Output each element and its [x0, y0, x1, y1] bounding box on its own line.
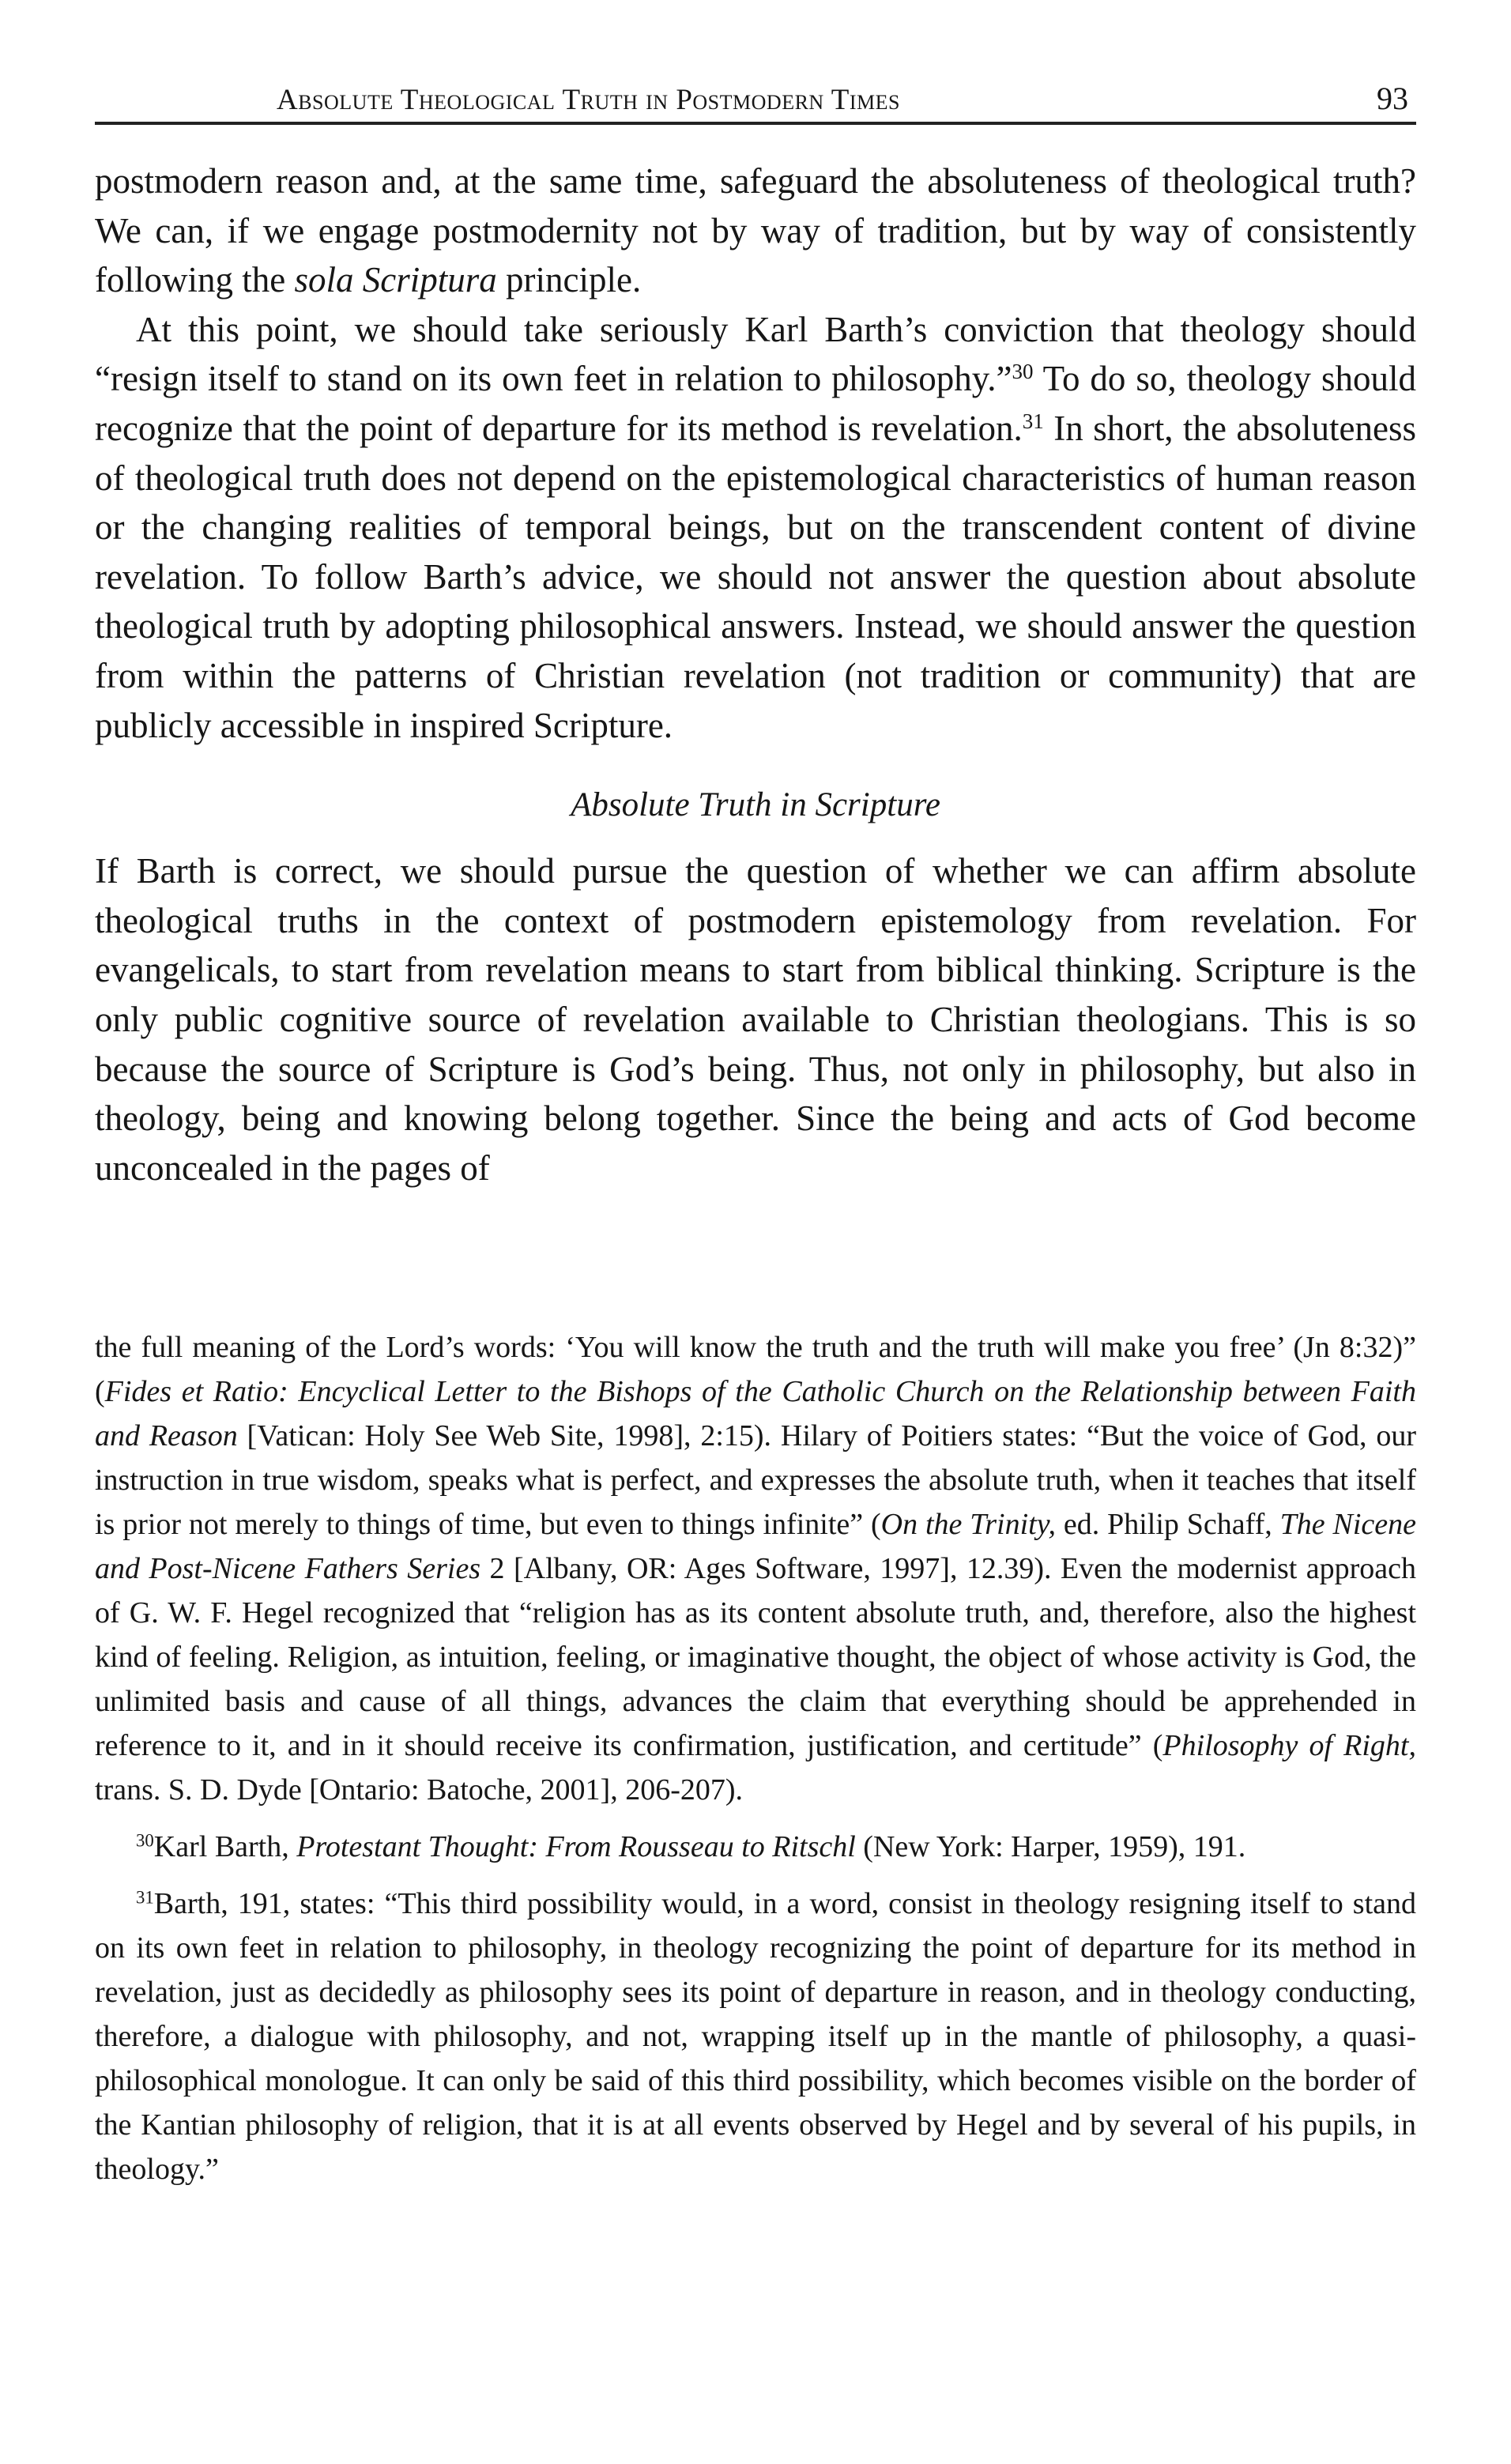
footnote-number: 31 — [136, 1887, 154, 1908]
book-page — [95, 79, 1416, 2204]
footnote-ref-31: 31 — [1022, 409, 1044, 434]
footnote-30: $^{30}$Karl Barth, Protestant Thought: From Rousseau to Ritschl (New York: Harper, 1959), 191. — [136, 1830, 1246, 1864]
page-number: 93 — [1377, 81, 1408, 116]
paragraph-continuation: postmodern reason and, at the same time, safeguard the absoluteness of theological truth? We can, if we engage postmodernity not by way of tradition, but by way of consistently following the sola Scriptura principle. — [95, 161, 1416, 300]
footnote-number: 30 — [136, 1830, 154, 1851]
footnote-31: $^{31}$Barth, 191, states: “This third possibility would, in a word, consist in theology resigning itself to stand on its own feet in relation to philosophy, in theology recognizing the point of departure for its method in revelation, just as decidedly as philosophy sees its point of departure in reason, and in theology conducting, therefore, a dialogue with philosophy, and not, wrapping itself up in the mantle of philosophy, a quasi-philosophical monologue. It can only be said of this third possibility, which becomes visible on the border of the Kantian philosophy of religion, that it is at all events observed by Hegel and by several of his pupils, in theology.” — [95, 1887, 1416, 2187]
footnote-continuation: the full meaning of the Lord’s words: ‘You will know the truth and the truth will make you free’ (Jn 8:32)” (Fides et Ratio: Encyclical Letter to the Bishops of the Catholic Church on the Relationship between Faith and Reason [Vatican: Holy See Web Site, 1998], 2:15). Hilary of Poitiers states: “But the voice of God, our instruction in true wisdom, speaks what is perfect, and expresses the absolute truth, when it teaches that itself is prior not merely to things of time, but even to things infinite” (On the Trinity, ed. Philip Schaff, The Nicene and Post-Nicene Fathers Series 2 [Albany, OR: Ages Software, 1997], 12.39). Even the modernist approach of G. W. F. Hegel recognized that “religion has as its content absolute truth, and, therefore, also the highest kind of feeling. Religion, as intuition, feeling, or imaginative thought, the object of whose activity is God, the unlimited basis and cause of all things, advances the claim that everything should be apprehended in reference to it, and in it should receive its confirmation, justification, and certitude” (Philosophy of Right, trans. S. D. Dyde [Ontario: Batoche, 2001], 206-207). — [95, 1331, 1417, 1807]
italic-term: sola Scriptura — [294, 260, 497, 300]
main-text — [95, 156, 1416, 1192]
paragraph-scripture: If Barth is correct, we should pursue the question of whether we can affirm absolute theological truths in the context of postmodern epistemology from revelation. For evangelicals, to start from revelation means to start from biblical thinking. Scripture is the only public cognitive source of revelation available to Christian theologians. This is so because the source of Scripture is God’s being. Thus, not only in philosophy, but also in theology, being and knowing belong together. Since the being and acts of God become unconcealed in the pages of — [95, 851, 1416, 1188]
paragraph-barth: At this point, we should take seriously Karl Barth’s conviction that theology should “resign itself to stand on its own feet in relation to philosophy.”$^{30}$ To do so, theology should recognize that the point of departure for its method is revelation.$^{31}$ In short, the absoluteness of theological truth does not depend on the epistemological characteristics of human reason or the changing realities of temporal beings, but on the transcendent content of divine revelation. To follow Barth’s advice, we should not answer the question about absolute theological truth by adopting philosophical answers. Instead, we should answer the question from within the patterns of Christian revelation (not tradition or community) that are publicly accessible in inspired Scripture. — [95, 309, 1417, 745]
section-heading: Absolute Truth in Scripture — [571, 786, 940, 824]
footnotes — [95, 1325, 1416, 2191]
running-header — [95, 79, 1416, 125]
running-title: Absolute Theological Truth in Postmodern Times — [277, 84, 900, 116]
footnote-ref-30: 30 — [1012, 360, 1034, 384]
